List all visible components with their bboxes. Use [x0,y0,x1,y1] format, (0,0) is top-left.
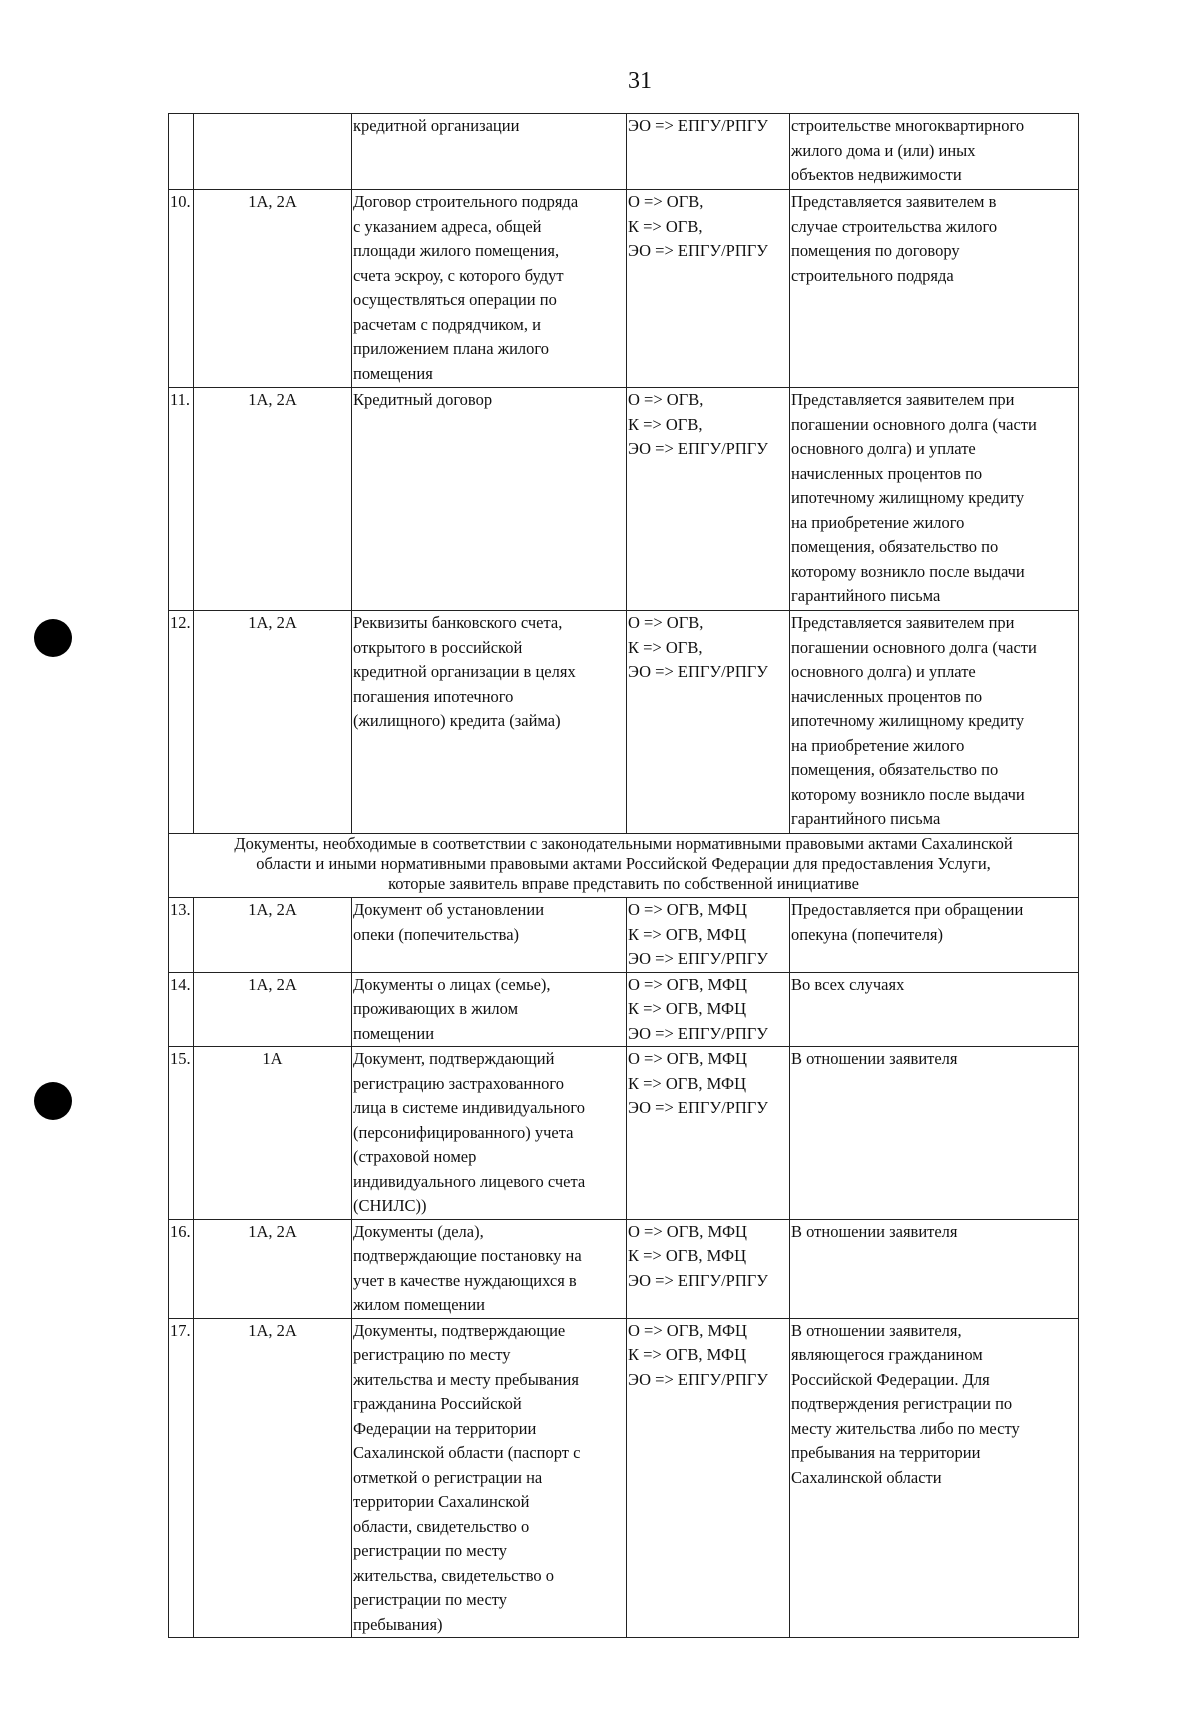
text-line: Документы, необходимые в соответствии с законодательными нормативными правовыми актами Сахалинской [234,834,1013,853]
table-row [169,898,1079,973]
text-line: объектов недвижимости [791,165,962,184]
row-note [790,1047,1079,1220]
text-line: проживающих в жилом [353,999,519,1018]
text-line: К => ОГВ, МФЦ [628,1073,746,1093]
text-line: площади жилого помещения, [353,241,560,260]
text-line: помещения, обязательство по [791,760,999,779]
table-row [169,972,1079,1047]
text-line: О => ОГВ, МФЦ [628,1049,747,1068]
text-line: основного долга) и уплате [791,439,976,458]
text-line: области и иными нормативными правовыми актами Российской Федерации для предоставления Услуги, [256,854,991,873]
row-category: 1А, 2А [194,972,352,1047]
row-document [352,611,627,834]
text-line: жилом помещении [353,1295,486,1314]
text-line: помещения, обязательство по [791,537,999,556]
text-line: О => ОГВ, МФЦ [628,900,747,919]
text-line: К => ОГВ, МФЦ [628,999,746,1018]
text-line: области, свидетельство о [353,1516,530,1536]
text-line: ЭО => ЕПГУ/РПГУ [628,949,768,968]
row-document [352,388,627,611]
text-line: (страховой номер [353,1147,477,1166]
text-line: Сахалинской области (паспорт с [353,1443,581,1462]
row-category: 1А, 2А [194,898,352,973]
row-channels [627,611,790,834]
text-line: случае строительства жилого [791,216,998,236]
text-line: приложением плана жилого [353,339,550,358]
text-line: помещении [353,1023,435,1043]
text-line: ЭО => ЕПГУ/РПГУ [628,116,768,135]
text-line: О => ОГВ, [628,613,704,632]
text-line: гарантийного письма [791,809,941,828]
text-line: основного долга) и уплате [791,662,976,681]
text-line: начисленных процентов по [791,463,983,483]
row-number: 13. [169,898,194,973]
text-line: счета эскроу, с которого будут [353,265,564,285]
text-line: О => ОГВ, МФЦ [628,1320,747,1340]
row-channels [627,1047,790,1220]
row-number: 10. [169,190,194,388]
row-category: 1А, 2А [194,1219,352,1318]
text-line: погашения ипотечного [353,686,514,706]
text-line: ЭО => ЕПГУ/РПГУ [628,1369,768,1389]
row-channels [627,1219,790,1318]
text-line: Документы (дела), [353,1221,484,1241]
row-channels [627,972,790,1047]
text-line: ЭО => ЕПГУ/РПГУ [628,1098,768,1117]
text-line: Реквизиты банковского счета, [353,613,563,632]
text-line: В отношении заявителя [791,1049,958,1068]
text-line: Документы о лицах (семье), [353,974,551,994]
text-line: с указанием адреса, общей [353,216,542,236]
text-line: Российской Федерации. Для [791,1369,990,1389]
row-category: 1А, 2А [194,190,352,388]
row-note [790,114,1079,190]
text-line: опекуна (попечителя) [791,924,944,944]
table-row [169,1219,1079,1318]
text-line: О => ОГВ, [628,192,704,211]
text-line: помещения по договору [791,241,960,260]
text-line: Предоставляется при обращении [791,900,1024,919]
text-line: регистрацию по месту [353,1345,511,1364]
text-line: Федерации на территории [353,1418,537,1438]
text-line: подтверждающие постановку на [353,1246,582,1265]
text-line: Сахалинской области [791,1467,942,1487]
row-document [352,972,627,1047]
text-line: месту жительства либо по месту [791,1418,1020,1438]
text-line: (СНИЛС)) [353,1196,427,1215]
row-number: 16. [169,1219,194,1318]
text-line: регистрации по месту [353,1590,508,1609]
row-number: 17. [169,1318,194,1638]
text-line: открытого в российской [353,637,523,657]
text-line: Документ об установлении [353,900,545,919]
text-line: О => ОГВ, МФЦ [628,974,747,994]
text-line: О => ОГВ, [628,390,704,409]
text-line: на приобретение жилого [791,512,965,532]
text-line: К => ОГВ, [628,414,703,434]
text-line: К => ОГВ, [628,216,703,236]
row-note [790,190,1079,388]
text-line: жилого дома и (или) иных [791,140,976,160]
row-category: 1А, 2А [194,611,352,834]
text-line: Договор строительного подряда [353,192,579,211]
text-line: ипотечному жилищному кредиту [791,488,1025,507]
row-channels [627,898,790,973]
table-row [169,190,1079,388]
text-line: Кредитный договор [353,390,493,409]
text-line: расчетам с подрядчиком, и [353,314,541,334]
text-line: ЭО => ЕПГУ/РПГУ [628,662,768,681]
text-line: которому возникло после выдачи [791,561,1025,581]
text-line: индивидуального лицевого счета [353,1171,586,1191]
row-channels [627,114,790,190]
text-line: Представляется заявителем в [791,192,997,211]
table-row [169,611,1079,834]
text-line: К => ОГВ, МФЦ [628,1246,746,1265]
text-line: Представляется заявителем при [791,390,1015,409]
row-document [352,190,627,388]
text-line: строительстве многоквартирного [791,116,1025,135]
text-line: ЭО => ЕПГУ/РПГУ [628,439,768,458]
text-line: В отношении заявителя, [791,1320,962,1340]
row-note [790,1318,1079,1638]
punch-hole-bottom [34,1082,72,1120]
row-category: 1А, 2А [194,1318,352,1638]
row-channels [627,388,790,611]
documents-table [168,113,1079,1638]
text-line: жительства, свидетельство о [353,1565,554,1585]
row-document [352,1047,627,1220]
row-number: 12. [169,611,194,834]
text-line: Документ, подтверждающий [353,1049,555,1068]
text-line: опеки (попечительства) [353,924,520,944]
row-number [169,114,194,190]
row-document [352,114,627,190]
row-number: 14. [169,972,194,1047]
text-line: которые заявитель вправе представить по собственной инициативе [388,874,859,893]
row-channels [627,1318,790,1638]
row-document [352,1318,627,1638]
text-line: начисленных процентов по [791,686,983,706]
text-line: кредитной организации в целях [353,662,576,681]
text-line: подтверждения регистрации по [791,1394,1013,1413]
row-category: 1А, 2А [194,388,352,611]
row-note [790,388,1079,611]
section-header-row [169,834,1079,898]
text-line: погашении основного долга (части [791,637,1037,657]
text-line: Во всех случаях [791,974,905,994]
row-category [194,114,352,190]
row-document [352,898,627,973]
text-line: являющегося гражданином [791,1345,983,1364]
text-line: гражданина Российской [353,1394,522,1413]
section-header [169,834,1079,898]
row-category: 1А [194,1047,352,1220]
text-line: ЭО => ЕПГУ/РПГУ [628,1023,768,1043]
text-line: лица в системе индивидуального [353,1098,586,1117]
text-line: ЭО => ЕПГУ/РПГУ [628,241,768,260]
text-line: осуществляться операции по [353,290,557,309]
text-line: пребывания) [353,1614,443,1634]
text-line: на приобретение жилого [791,735,965,755]
table-row [169,1047,1079,1220]
text-line: регистрацию застрахованного [353,1073,565,1093]
text-line: помещения [353,363,433,383]
row-note [790,898,1079,973]
table-row [169,1318,1079,1638]
text-line: Документы, подтверждающие [353,1320,566,1340]
row-number: 11. [169,388,194,611]
text-line: кредитной организации [353,116,520,135]
text-line: пребывания на территории [791,1443,981,1462]
text-line: регистрации по месту [353,1541,508,1560]
row-note [790,972,1079,1047]
text-line: К => ОГВ, [628,637,703,657]
text-line: ЭО => ЕПГУ/РПГУ [628,1270,768,1290]
text-line: территории Сахалинской [353,1492,530,1511]
text-line: гарантийного письма [791,586,941,605]
table-row [169,114,1079,190]
punch-hole-top [34,619,72,657]
text-line: которому возникло после выдачи [791,784,1025,804]
text-line: (персонифицированного) учета [353,1122,574,1142]
page-number: 31 [628,68,652,94]
text-line: погашении основного долга (части [791,414,1037,434]
text-line: (жилищного) кредита (займа) [353,711,561,730]
row-note [790,611,1079,834]
text-line: К => ОГВ, МФЦ [628,1345,746,1364]
text-line: жительства и месту пребывания [353,1369,579,1389]
text-line: строительного подряда [791,265,954,285]
text-line: ипотечному жилищному кредиту [791,711,1025,730]
row-document [352,1219,627,1318]
text-line: В отношении заявителя [791,1221,958,1241]
text-line: учет в качестве нуждающихся в [353,1270,577,1290]
table-row [169,388,1079,611]
row-note [790,1219,1079,1318]
text-line: отметкой о регистрации на [353,1467,543,1487]
text-line: К => ОГВ, МФЦ [628,924,746,944]
text-line: Представляется заявителем при [791,613,1015,632]
row-number: 15. [169,1047,194,1220]
row-channels [627,190,790,388]
text-line: О => ОГВ, МФЦ [628,1221,747,1241]
